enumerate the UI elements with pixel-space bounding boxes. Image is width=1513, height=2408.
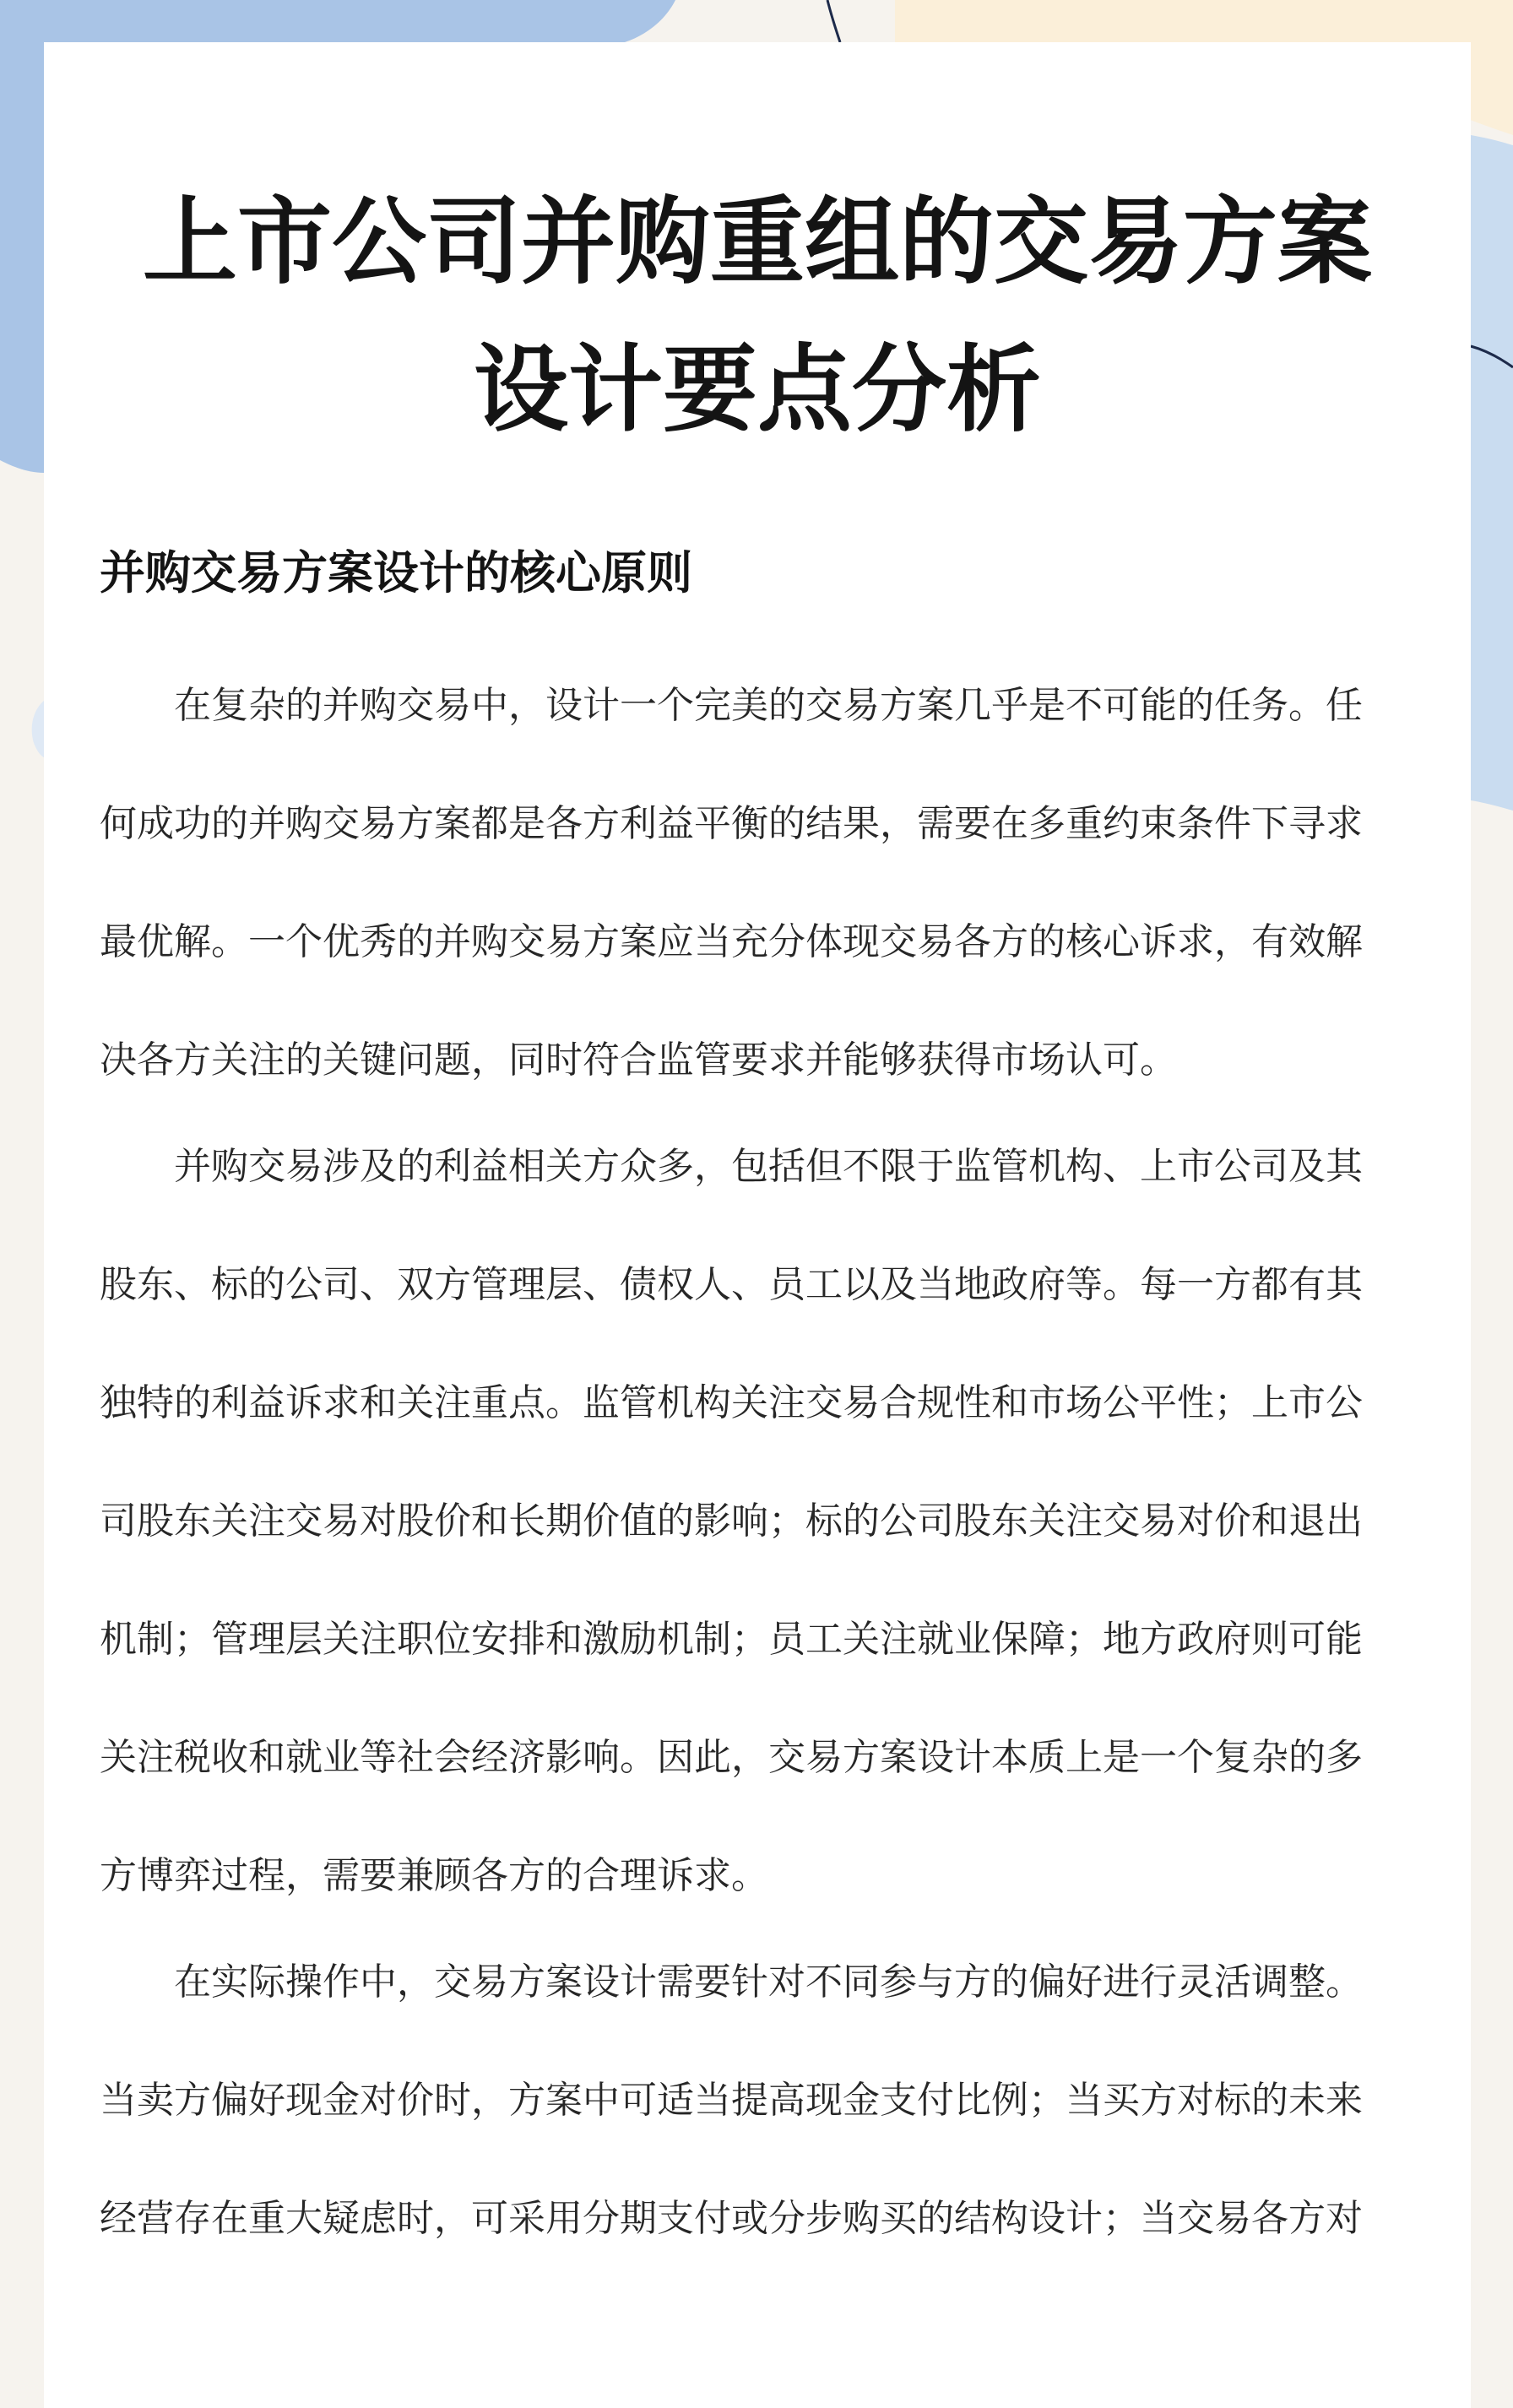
paragraph-line: 在实际操作中，交易方案设计需要针对不同参与方的偏好进行灵活调整。	[174, 1961, 1363, 2004]
paragraph-line: 当卖方偏好现金对价时，方案中可适当提高现金支付比例；当买方对标的未来	[100, 2079, 1363, 2122]
paragraph-line: 何成功的并购交易方案都是各方利益平衡的结果，需要在多重约束条件下寻求	[100, 802, 1363, 845]
document-title	[44, 169, 1471, 464]
paragraph-line: 司股东关注交易对股价和长期价值的影响；标的公司股东关注交易对价和退出	[100, 1500, 1363, 1543]
paragraph-line: 独特的利益诉求和关注重点。监管机构关注交易合规性和市场公平性；上市公	[100, 1381, 1363, 1424]
paragraph-1	[100, 647, 1434, 1120]
paragraph-line: 机制；管理层关注职位安排和激励机制；员工关注就业保障；地方政府则可能	[100, 1618, 1363, 1661]
paragraph-line: 经营存在重大疑虑时，可采用分期支付或分步购买的结构设计；当交易各方对	[100, 2197, 1363, 2240]
document-card	[44, 42, 1471, 2408]
title-line-1: 上市公司并购重组的交易方案	[143, 187, 1372, 297]
paragraph-line: 股东、标的公司、双方管理层、债权人、员工以及当地政府等。每一方都有其	[100, 1263, 1363, 1306]
paragraph-line: 决各方关注的关键问题，同时符合监管要求并能够获得市场认可。	[100, 1039, 1177, 1082]
section-heading: 并购交易方案设计的核心原则	[100, 546, 692, 599]
paragraph-line: 方博弈过程，需要兼顾各方的合理诉求。	[100, 1854, 768, 1897]
document-body	[100, 647, 1434, 2278]
paragraph-line: 在复杂的并购交易中，设计一个完美的交易方案几乎是不可能的任务。任	[174, 684, 1363, 727]
title-line-2: 设计要点分析	[474, 335, 1041, 445]
paragraph-line: 关注税收和就业等社会经济影响。因此，交易方案设计本质上是一个复杂的多	[100, 1736, 1363, 1779]
paragraph-line: 最优解。一个优秀的并购交易方案应当充分体现交易各方的核心诉求，有效解	[100, 920, 1363, 963]
paragraph-2	[100, 1108, 1434, 1935]
paragraph-3	[100, 1923, 1434, 2278]
paragraph-line: 并购交易涉及的利益相关方众多，包括但不限于监管机构、上市公司及其	[174, 1145, 1363, 1188]
